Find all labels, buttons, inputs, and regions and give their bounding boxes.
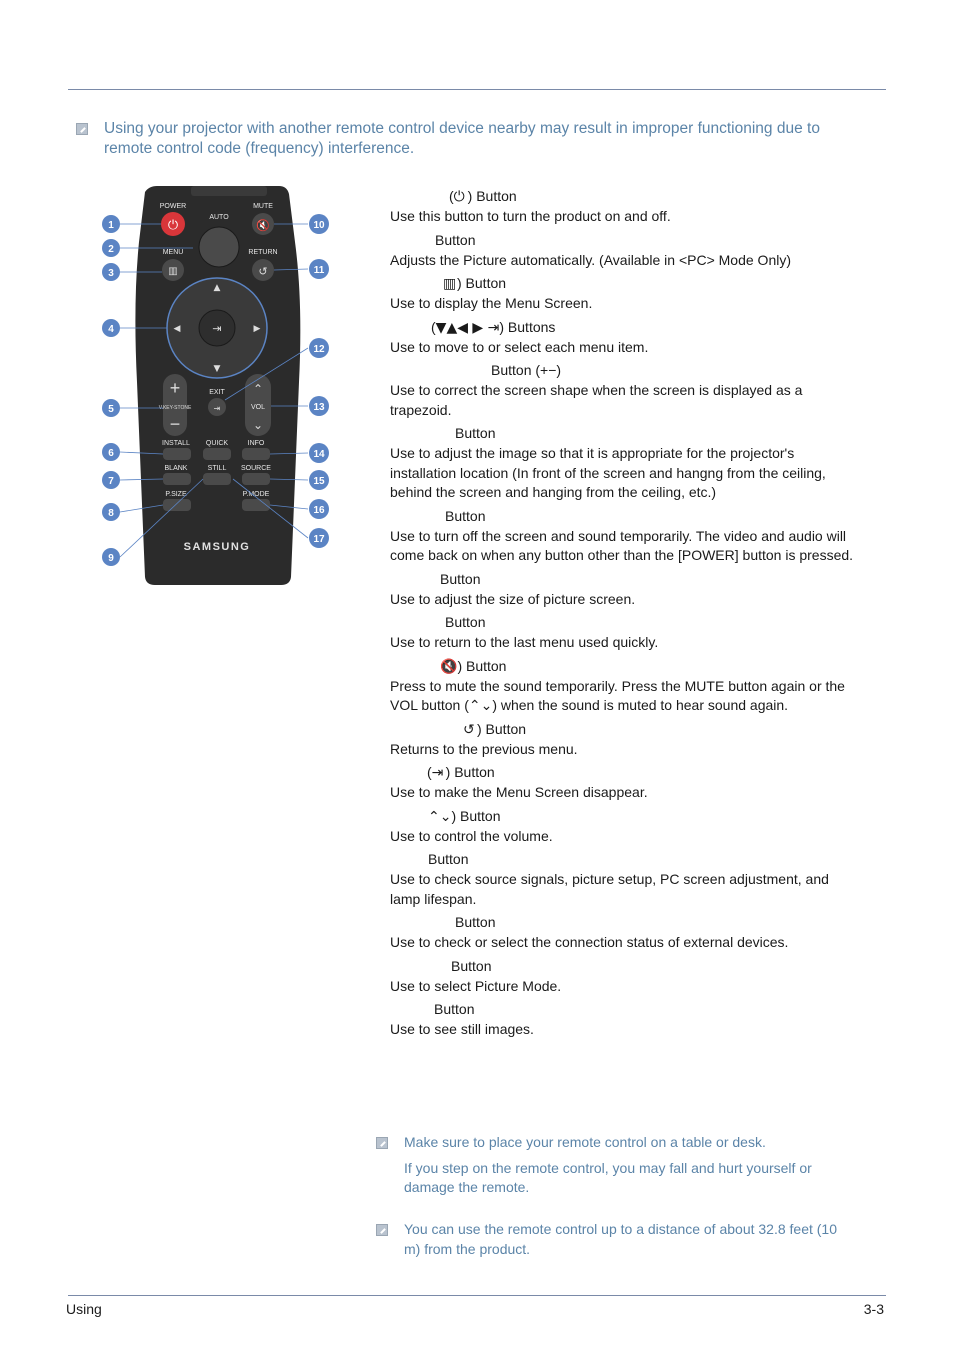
keystone-label: V.KEY-STONE xyxy=(158,405,192,411)
auto-label: AUTO xyxy=(209,214,229,221)
svg-text:14: 14 xyxy=(313,449,325,460)
item-info: Button Use to check source signals, picture setup, PC screen adjustment, and lamp lifespan. xyxy=(390,849,860,909)
item-desc: Adjusts the Picture automatically. (Available in <PC> Mode Only) xyxy=(390,251,792,268)
item-desc: Use to return to the last menu used quickly. xyxy=(390,634,659,650)
arrows-enter-icon: ▼▲◀ ▶ ⇥ xyxy=(435,319,500,336)
item-source: Button Use to check or select the connection status of external devices. xyxy=(390,912,860,953)
svg-text:3: 3 xyxy=(108,268,114,279)
exit-icon: ⇥ xyxy=(431,765,444,781)
keystone-plus-icon: + xyxy=(169,378,181,398)
item-desc: Use this button to turn the product on and off. xyxy=(390,208,671,224)
svg-text:15: 15 xyxy=(313,476,325,487)
blank-button[interactable] xyxy=(163,473,191,485)
item-still: Button Use to see still images. xyxy=(390,999,860,1040)
svg-text:12: 12 xyxy=(313,344,325,355)
item-psize: Button Use to adjust the size of picture screen. xyxy=(390,569,860,610)
item-desc: Use to see still images. xyxy=(390,1021,534,1037)
item-mute: 🔇) Button Press to mute the sound temporarily. Press the MUTE button again or the VOL button (⌃⌄) when the sound is muted to hear sound again. xyxy=(390,656,860,716)
item-pmode: Button Use to select Picture Mode. xyxy=(390,956,860,997)
svg-text:8: 8 xyxy=(108,508,114,519)
bottom-note-2: You can use the remote control up to a distance of about 32.8 feet (10 m) from the product. xyxy=(404,1221,838,1257)
psize-button[interactable] xyxy=(163,499,191,511)
vol-label: VOL xyxy=(250,404,266,411)
info-button[interactable] xyxy=(242,448,270,460)
svg-text:17: 17 xyxy=(313,534,325,545)
svg-text:7: 7 xyxy=(108,476,114,487)
item-navigation: (▼▲◀ ▶ ⇥) Buttons Use to move to or select each menu item. xyxy=(390,317,860,358)
item-desc: Use to turn off the screen and sound temporarily. The video and audio will come back on when any button other than the [POWER] button is pressed. xyxy=(390,527,854,563)
exit-icon: ⇥ xyxy=(213,404,221,413)
ir-window xyxy=(191,186,267,196)
item-return: ↺ ) Button Returns to the previous menu. xyxy=(390,719,860,760)
top-note: Using your projector with another remote control device nearby may result in improper functioning due to remote control code (frequency) interference. xyxy=(104,120,820,157)
note-icon xyxy=(76,123,88,135)
remote-control-illustration xyxy=(93,182,339,592)
item-menu: ▥) Button Use to display the Menu Screen. xyxy=(390,273,860,314)
item-power: (⏻ ) Button Use this button to turn the product on and off. xyxy=(390,186,860,227)
auto-button[interactable] xyxy=(199,227,239,267)
blank-label: BLANK xyxy=(164,465,188,472)
note-icon xyxy=(376,1137,388,1149)
svg-text:13: 13 xyxy=(313,402,325,413)
power-icon: ⏻ xyxy=(167,218,179,233)
svg-text:1: 1 xyxy=(108,220,114,231)
callouts-right xyxy=(309,214,329,548)
footer-page-number: 3-3 xyxy=(863,1301,884,1317)
install-label: INSTALL xyxy=(162,440,190,447)
vol-icon: ⌃⌄ xyxy=(428,808,452,825)
item-desc: Use to make the Menu Screen disappear. xyxy=(390,784,648,800)
vol-down-icon: ⌄ xyxy=(252,418,264,432)
item-keystone: Button (+−) Use to correct the screen shape when the screen is displayed as a trapezoid. xyxy=(390,360,860,420)
svg-text:6: 6 xyxy=(108,448,114,459)
quick-label: QUICK xyxy=(205,440,229,447)
callouts-left xyxy=(102,215,120,566)
note-icon xyxy=(376,1224,388,1236)
pmode-label: P.MODE xyxy=(242,491,270,498)
still-label: STILL xyxy=(207,465,227,472)
item-desc: Use to adjust the size of picture screen. xyxy=(390,590,636,607)
return-icon: ↺ xyxy=(463,721,475,738)
item-desc: Use to correct the screen shape when the screen is displayed as a trapezoid. xyxy=(390,382,803,418)
menu-icon: ▥ xyxy=(168,266,178,277)
quick-button[interactable] xyxy=(203,448,231,460)
footer-section: Using xyxy=(66,1301,102,1317)
item-desc: Use to adjust the image so that it is appropriate for the projector's installation location (In front of the screen and hangng from the ceiling, behind the screen and hanging from the ceiling, etc.) xyxy=(390,445,826,500)
item-quick: Button Use to return to the last menu used quickly. xyxy=(390,612,860,653)
item-desc: Use to display the Menu Screen. xyxy=(390,295,593,311)
item-desc: Use to check or select the connection status of external devices. xyxy=(390,934,789,950)
button-descriptions xyxy=(390,186,860,1043)
svg-text:2: 2 xyxy=(108,244,114,255)
mute-icon: 🔇 xyxy=(256,219,270,232)
source-label: SOURCE xyxy=(241,465,271,472)
svg-text:10: 10 xyxy=(313,220,325,231)
menu-label: MENU xyxy=(162,249,184,256)
install-button[interactable] xyxy=(163,448,191,460)
item-desc: Use to select Picture Mode. xyxy=(390,977,562,994)
still-button[interactable] xyxy=(203,473,231,485)
down-arrow-icon: ▼ xyxy=(213,364,221,374)
item-desc: Use to check source signals, picture setup, PC screen adjustment, and lamp lifespan. xyxy=(390,871,829,907)
right-arrow-icon: ▶ xyxy=(253,324,261,334)
psize-label: P.SIZE xyxy=(165,491,187,498)
item-desc: Use to control the volume. xyxy=(390,827,553,844)
item-exit: (⇥ ) Button Use to make the Menu Screen disappear. xyxy=(390,762,860,803)
item-blank: Button Use to turn off the screen and sound temporarily. The video and audio will come back on when any button other than the [POWER] button is pressed. xyxy=(390,506,860,566)
power-icon: ⏻ xyxy=(453,189,465,205)
mute-label: MUTE xyxy=(253,203,273,210)
brand-logo: SAMSUNG xyxy=(183,541,251,553)
left-arrow-icon: ◀ xyxy=(173,324,181,334)
power-label: POWER xyxy=(159,203,187,210)
svg-text:5: 5 xyxy=(108,404,114,415)
remote-control-figure xyxy=(93,182,339,592)
item-install: Button Use to adjust the image so that it is appropriate for the projector's installation location (In front of the screen and hangng from the ceiling, behind the screen and hanging from the ceiling, etc.) xyxy=(390,423,860,503)
svg-text:16: 16 xyxy=(313,505,325,516)
enter-icon: ⇥ xyxy=(212,322,222,335)
header-rule xyxy=(68,89,886,90)
item-desc: Returns to the previous menu. xyxy=(390,740,578,757)
item-desc: Use to move to or select each menu item. xyxy=(390,338,649,355)
footer-rule xyxy=(68,1295,886,1296)
item-desc: Press to mute the sound temporarily. Press the MUTE button again or the VOL button (⌃⌄) when the sound is muted to hear sound again. xyxy=(390,677,845,713)
menu-icon: ▥ xyxy=(443,276,457,292)
item-vol: ⌃⌄) Button Use to control the volume. xyxy=(390,806,860,847)
keystone-minus-icon: − xyxy=(169,414,181,434)
svg-text:4: 4 xyxy=(108,324,114,335)
up-arrow-icon: ▲ xyxy=(213,283,221,293)
item-auto: Button Adjusts the Picture automatically. (Available in <PC> Mode Only) xyxy=(390,230,860,271)
svg-text:11: 11 xyxy=(313,265,325,276)
return-label: RETURN xyxy=(248,249,278,256)
svg-text:9: 9 xyxy=(108,553,114,564)
mute-icon: 🔇 xyxy=(440,658,458,675)
source-button[interactable] xyxy=(242,473,270,485)
bottom-note-1: Make sure to place your remote control on a table or desk. If you step on the remote control, you may fall and hurt yourself or damage the remote. xyxy=(404,1134,812,1195)
info-label: INFO xyxy=(247,440,265,447)
vol-up-icon: ⌃ xyxy=(252,382,264,396)
exit-label: EXIT xyxy=(209,389,225,396)
return-icon: ↺ xyxy=(258,265,268,278)
